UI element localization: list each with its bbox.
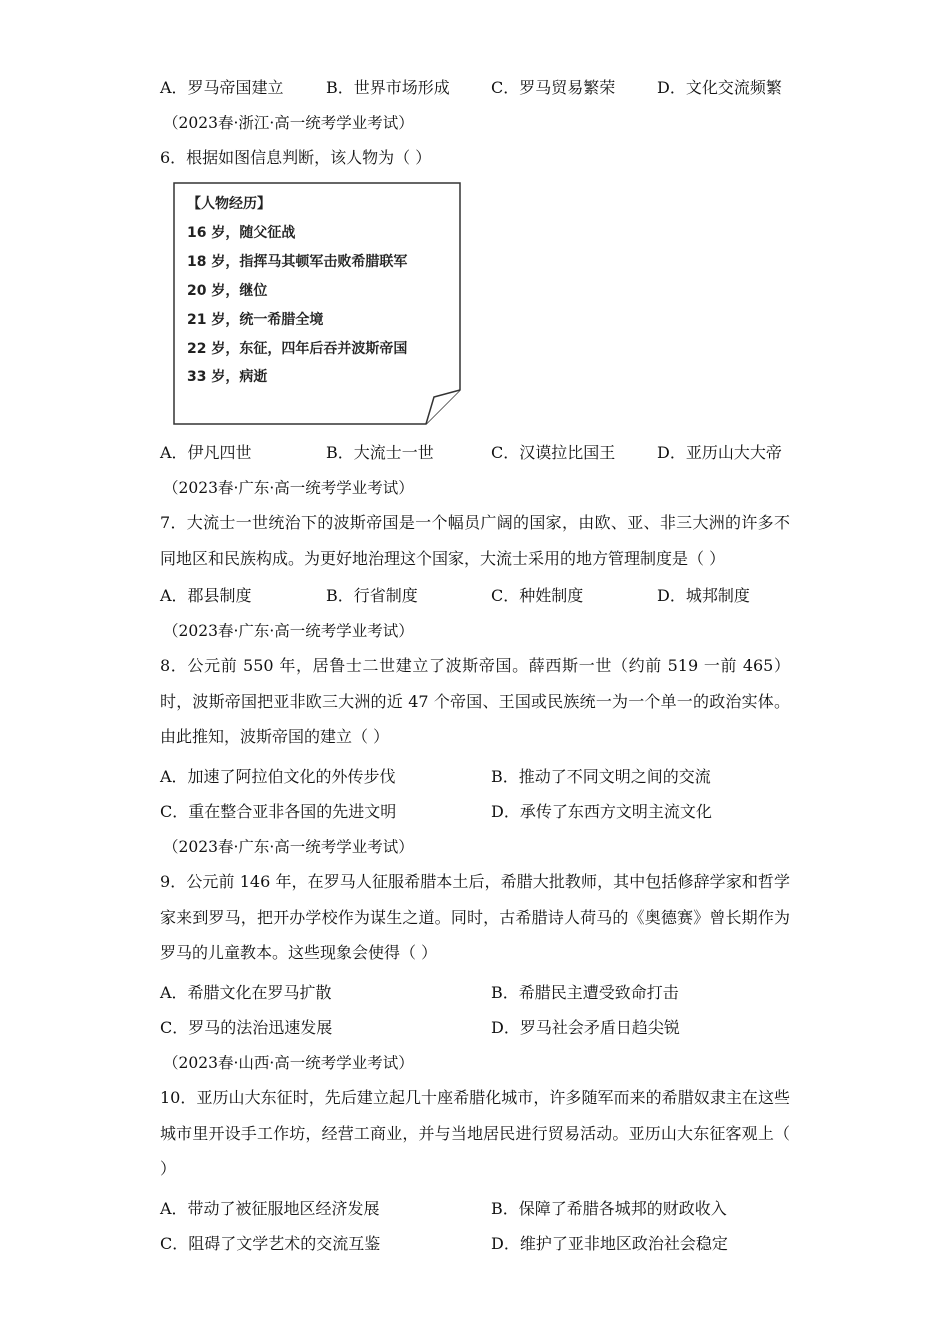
sticky-note-icon <box>173 182 461 425</box>
q8-option-b[interactable]: B．推动了不同文明之间的交流 <box>491 767 711 786</box>
q5-option-d[interactable]: D．文化交流频繁 <box>657 78 782 97</box>
q10-option-d[interactable]: D．维护了亚非地区政治社会稳定 <box>491 1234 728 1253</box>
q7-option-b[interactable]: B．行省制度 <box>326 586 418 605</box>
card-line-1: 16 岁，随父征战 <box>187 225 296 241</box>
card-line-5: 22 岁，东征，四年后吞并波斯帝国 <box>187 341 408 357</box>
q10-stem: 10．亚历山大东征时，先后建立起几十座希腊化城市，许多随军而来的希腊奴隶主在这些城市里开设手工作坊，经营工商业，并与当地居民进行贸易活动。亚历山大东征客观上（ ） <box>160 1088 790 1178</box>
q8-stem: 8．公元前 550 年，居鲁士二世建立了波斯帝国。薛西斯一世（约前 519 一前 465）时，波斯帝国把亚非欧三大洲的近 47 个帝国、王国或民族统一为一个单一的政治实体。由此推知，波斯帝国的建立（ ） <box>160 656 790 746</box>
person-experience-card <box>173 182 461 425</box>
card-line-4: 21 岁，统一希腊全境 <box>187 312 324 328</box>
q7-option-c[interactable]: C．种姓制度 <box>491 586 584 605</box>
q7-option-a[interactable]: A．郡县制度 <box>160 586 252 605</box>
q7-stem: 7．大流士一世统治下的波斯帝国是一个幅员广阔的国家，由欧、亚、非三大洲的许多不同地区和民族构成。为更好地治理这个国家，大流士采用的地方管理制度是（ ） <box>160 513 790 568</box>
q5-option-c[interactable]: C．罗马贸易繁荣 <box>491 78 616 97</box>
q6-stem: 6．根据如图信息判断，该人物为（ ） <box>160 148 432 167</box>
q9-option-d[interactable]: D．罗马社会矛盾日趋尖锐 <box>491 1018 680 1037</box>
q10-option-c[interactable]: C．阻碍了文学艺术的交流互鉴 <box>160 1234 381 1253</box>
q9-option-a[interactable]: A．希腊文化在罗马扩散 <box>160 983 332 1002</box>
q8-option-c[interactable]: C．重在整合亚非各国的先进文明 <box>160 802 397 821</box>
q7-option-d[interactable]: D．城邦制度 <box>657 586 750 605</box>
q9-option-b[interactable]: B．希腊民主遭受致命打击 <box>491 983 679 1002</box>
card-line-3: 20 岁，继位 <box>187 283 268 299</box>
q8-option-a[interactable]: A．加速了阿拉伯文化的外传步伐 <box>160 767 396 786</box>
q9-source: （2023春·广东·高一统考学业考试） <box>163 838 414 856</box>
q6-source: （2023春·浙江·高一统考学业考试） <box>163 114 414 132</box>
q6-option-d[interactable]: D．亚历山大大帝 <box>657 443 782 462</box>
q8-source: （2023春·广东·高一统考学业考试） <box>163 622 414 640</box>
q5-option-a[interactable]: A．罗马帝国建立 <box>160 78 284 97</box>
q6-option-c[interactable]: C．汉谟拉比国王 <box>491 443 616 462</box>
q9-stem: 9．公元前 146 年，在罗马人征服希腊本土后，希腊大批教师，其中包括修辞学家和哲学家来到罗马，把开办学校作为谋生之道。同时，古希腊诗人荷马的《奥德赛》曾长期作为罗马的儿童教本。这些现象会使得（ ） <box>160 872 790 962</box>
q8-option-d[interactable]: D．承传了东西方文明主流文化 <box>491 802 712 821</box>
q6-option-a[interactable]: A．伊凡四世 <box>160 443 252 462</box>
card-line-2: 18 岁，指挥马其顿军击败希腊联军 <box>187 254 408 270</box>
q10-source: （2023春·山西·高一统考学业考试） <box>163 1054 414 1072</box>
q7-source: （2023春·广东·高一统考学业考试） <box>163 479 414 497</box>
q10-option-a[interactable]: A．带动了被征服地区经济发展 <box>160 1199 380 1218</box>
q9-option-c[interactable]: C．罗马的法治迅速发展 <box>160 1018 333 1037</box>
card-line-6: 33 岁，病逝 <box>187 369 268 385</box>
q5-option-b[interactable]: B．世界市场形成 <box>326 78 450 97</box>
q6-option-b[interactable]: B．大流士一世 <box>326 443 434 462</box>
card-title: 【人物经历】 <box>187 196 271 212</box>
q10-option-b[interactable]: B．保障了希腊各城邦的财政收入 <box>491 1199 727 1218</box>
